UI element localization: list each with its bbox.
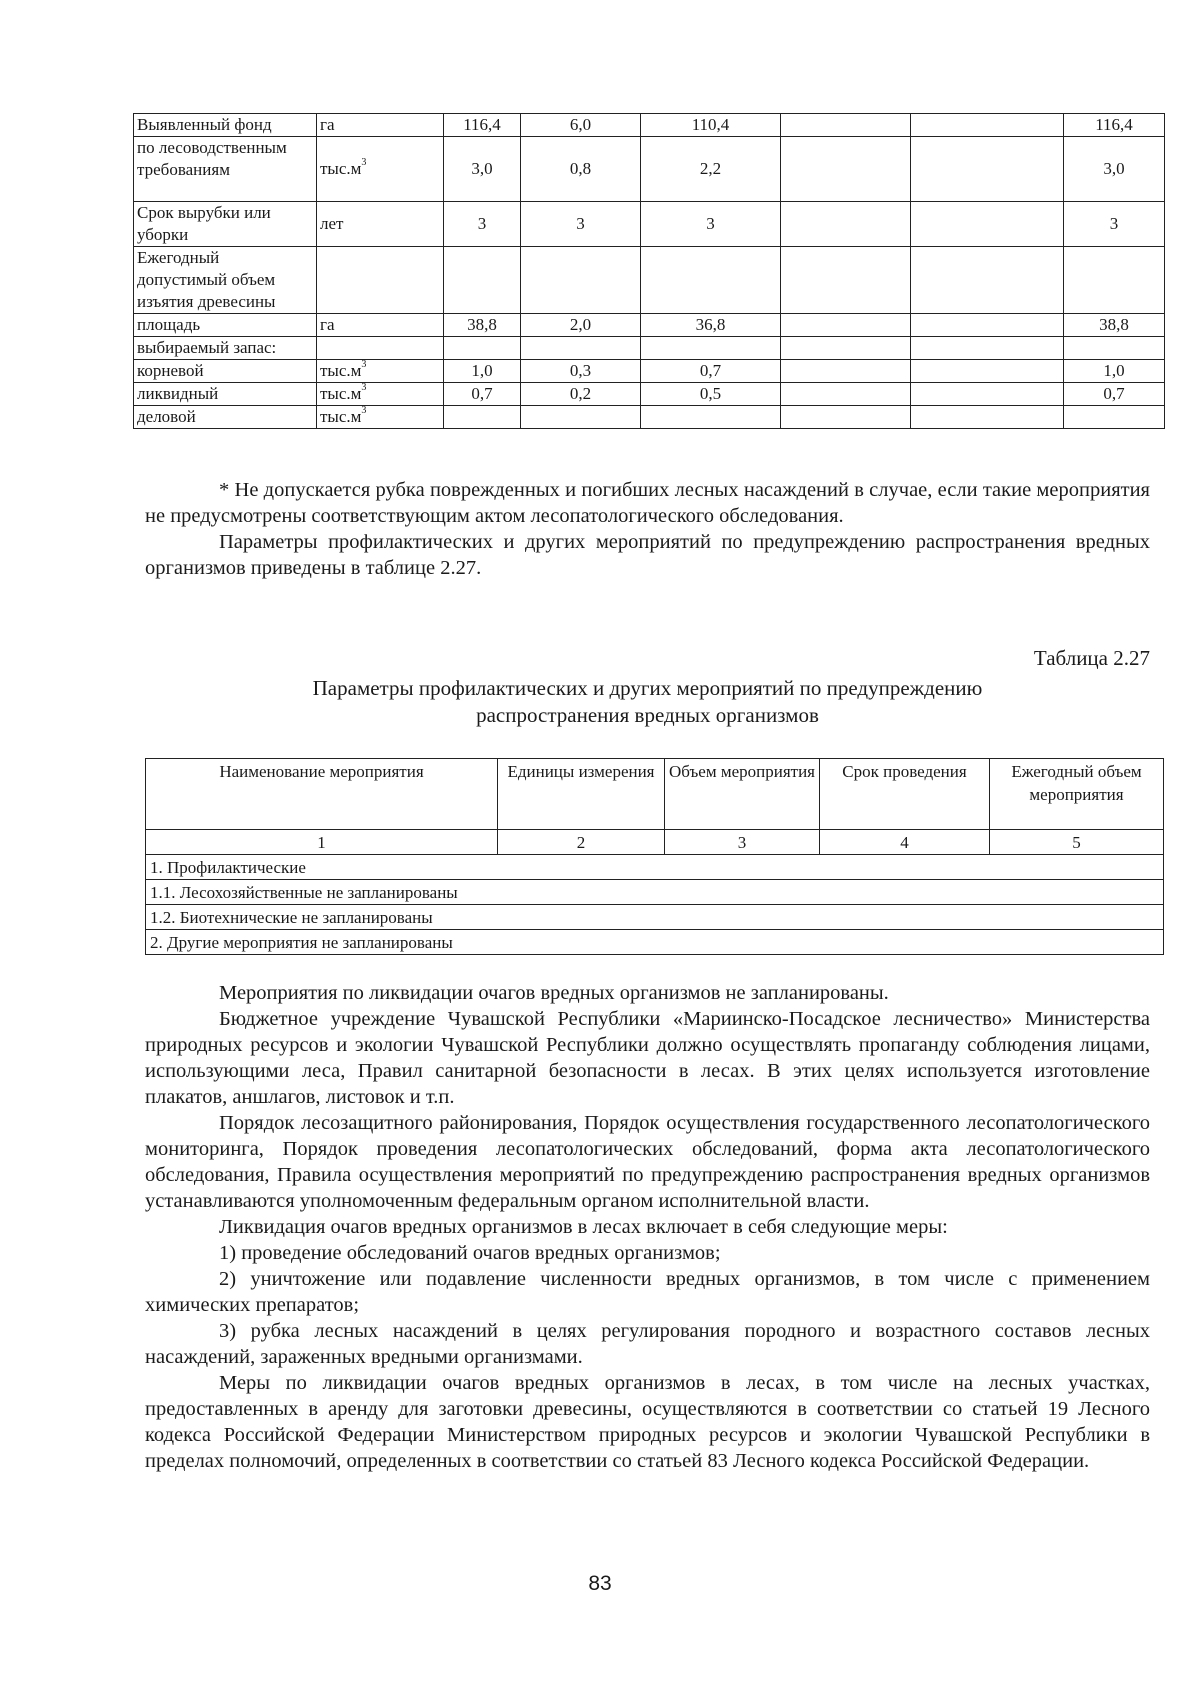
- unit-superscript: 3: [361, 157, 367, 169]
- unit-cell: [317, 247, 444, 314]
- text-block-1: [145, 477, 1150, 581]
- value-cell: [911, 247, 1064, 314]
- row-label: выбираемый запас:: [134, 337, 317, 360]
- value-cell: 1,0: [1064, 360, 1165, 383]
- value-cell: 0,3: [521, 360, 641, 383]
- value-cell: 0,7: [641, 360, 781, 383]
- paragraph: Бюджетное учреждение Чувашской Республики «Мариинско-Посадское лесничество» Министерства природных ресурсов и экологии Чувашской Республики должно осуществлять пропаганду соблюдения лицами, использующими леса, Правил санитарной безопасности в лесах. В этих целях используется изготовление плакатов, аншлагов, листовок и т.п.: [145, 1008, 1150, 1108]
- header-cell: Единицы измерения: [498, 759, 665, 830]
- unit-cell: [317, 360, 444, 383]
- row-label: Срок вырубки или уборки: [134, 202, 317, 247]
- value-cell: [1064, 406, 1165, 429]
- value-cell: [781, 383, 911, 406]
- value-cell: 0,2: [521, 383, 641, 406]
- value-cell: 3: [641, 202, 781, 247]
- forest-fund-table: [133, 113, 1165, 429]
- paragraph: Мероприятия по ликвидации очагов вредных организмов не запланированы.: [219, 982, 889, 1004]
- value-cell: [911, 406, 1064, 429]
- value-cell: [781, 202, 911, 247]
- paragraph: 2) уничтожение или подавление численности вредных организмов, в том числе с применением химических препаратов;: [145, 1268, 1150, 1316]
- table-row: [134, 114, 1165, 137]
- header-cell: Срок проведения: [820, 759, 990, 830]
- table-row: [134, 337, 1165, 360]
- row-label: 2. Другие мероприятия не запланированы: [146, 930, 1164, 955]
- unit-text: тыс.м: [320, 407, 362, 426]
- table-row: [146, 855, 1164, 880]
- paragraph: Ликвидация очагов вредных организмов в лесах включает в себя следующие меры:: [219, 1216, 948, 1238]
- value-cell: [641, 337, 781, 360]
- table-2-27: [145, 758, 1164, 955]
- value-cell: [781, 247, 911, 314]
- value-cell: 38,8: [1064, 314, 1165, 337]
- header-cell: Объем мероприятия: [665, 759, 820, 830]
- value-cell: [781, 360, 911, 383]
- value-cell: 3: [1064, 202, 1165, 247]
- value-cell: [911, 137, 1064, 202]
- value-cell: 3: [521, 202, 641, 247]
- unit-cell: [317, 114, 444, 137]
- column-number: 3: [665, 830, 820, 855]
- unit-cell: [317, 406, 444, 429]
- value-cell: [911, 337, 1064, 360]
- unit-text: тыс.м: [320, 384, 362, 403]
- value-cell: 2,2: [641, 137, 781, 202]
- unit-text: га: [320, 315, 335, 334]
- column-number: 2: [498, 830, 665, 855]
- value-cell: [911, 360, 1064, 383]
- row-label: Ежегодный допустимый объем изъятия древесины: [134, 247, 317, 314]
- value-cell: [781, 337, 911, 360]
- value-cell: [641, 247, 781, 314]
- unit-text: лет: [320, 214, 344, 233]
- value-cell: [911, 383, 1064, 406]
- value-cell: 36,8: [641, 314, 781, 337]
- column-number: 5: [990, 830, 1164, 855]
- value-cell: 110,4: [641, 114, 781, 137]
- table-title-line-1: Параметры профилактических и других мероприятий по предупреждению: [312, 676, 983, 700]
- unit-superscript: 3: [361, 359, 367, 371]
- paragraph: 1) проведение обследований очагов вредных организмов;: [219, 1242, 721, 1264]
- value-cell: [1064, 337, 1165, 360]
- value-cell: [911, 202, 1064, 247]
- value-cell: 6,0: [521, 114, 641, 137]
- value-cell: [781, 406, 911, 429]
- page-number: 83: [588, 1572, 612, 1595]
- row-label: площадь: [134, 314, 317, 337]
- table-row: [134, 247, 1165, 314]
- unit-text: тыс.м: [320, 159, 362, 178]
- paragraph: Меры по ликвидации очагов вредных организмов в лесах, в том числе на лесных участках, предоставленных в аренду для заготовки древесины, осуществляются в соответствии со статьей 19 Лесного кодекса Российской Федерации Министерством природных ресурсов и экологии Чувашской Республики в пределах полномочий, определенных в соответствии со статьей 83 Лесного кодекса Российской Федерации.: [145, 1372, 1150, 1472]
- value-cell: 38,8: [444, 314, 521, 337]
- value-cell: 3,0: [444, 137, 521, 202]
- column-number: 1: [146, 830, 498, 855]
- value-cell: [641, 406, 781, 429]
- table-row: [134, 314, 1165, 337]
- value-cell: 0,7: [444, 383, 521, 406]
- value-cell: 0,7: [1064, 383, 1165, 406]
- row-label: Выявленный фонд: [134, 114, 317, 137]
- table-title-line-2: распространения вредных организмов: [476, 703, 819, 727]
- table-row: [146, 905, 1164, 930]
- row-label: 1.2. Биотехнические не запланированы: [146, 905, 1164, 930]
- row-label: по лесоводственным требованиям: [134, 137, 317, 202]
- value-cell: [911, 314, 1064, 337]
- paragraph: Порядок лесозащитного районирования, Порядок осуществления государственного лесопатологического мониторинга, Порядок проведения лесопатологических обследований, форма акта лесопатологического обследования, Правила осуществления мероприятий по предупреждению распространения вредных организмов устанавливаются уполномоченным федеральным органом исполнительной власти.: [145, 1112, 1150, 1212]
- value-cell: [444, 247, 521, 314]
- row-label: 1. Профилактические: [146, 855, 1164, 880]
- value-cell: 2,0: [521, 314, 641, 337]
- paragraph: 3) рубка лесных насаждений в целях регулирования породного и возрастного составов лесных насаждений, зараженных вредными организмами.: [145, 1320, 1150, 1368]
- table-row: [134, 360, 1165, 383]
- value-cell: [521, 247, 641, 314]
- value-cell: 116,4: [1064, 114, 1165, 137]
- header-cell: Наименование мероприятия: [146, 759, 498, 830]
- value-cell: [781, 114, 911, 137]
- value-cell: [444, 406, 521, 429]
- row-label: ликвидный: [134, 383, 317, 406]
- header-row: [146, 759, 1164, 830]
- unit-cell: [317, 337, 444, 360]
- value-cell: 116,4: [444, 114, 521, 137]
- unit-cell: [317, 314, 444, 337]
- unit-cell: [317, 137, 444, 202]
- unit-superscript: 3: [361, 405, 367, 417]
- table-row: [134, 406, 1165, 429]
- unit-text: га: [320, 115, 335, 134]
- column-number-row: [146, 830, 1164, 855]
- value-cell: 3: [444, 202, 521, 247]
- value-cell: [1064, 247, 1165, 314]
- header-cell: Ежегодный объем мероприятия: [990, 759, 1164, 830]
- unit-superscript: 3: [361, 382, 367, 394]
- unit-cell: [317, 383, 444, 406]
- table-ref-paragraph: Параметры профилактических и других мероприятий по предупреждению распространения вредных организмов приведены в таблице 2.27.: [145, 531, 1150, 579]
- unit-text: тыс.м: [320, 361, 362, 380]
- table-row: [134, 202, 1165, 247]
- value-cell: 0,5: [641, 383, 781, 406]
- table-row: [146, 930, 1164, 955]
- value-cell: [781, 137, 911, 202]
- row-label: корневой: [134, 360, 317, 383]
- row-label: деловой: [134, 406, 317, 429]
- value-cell: [521, 406, 641, 429]
- value-cell: [911, 114, 1064, 137]
- body-text: [145, 980, 1150, 1474]
- unit-cell: [317, 202, 444, 247]
- table-label: Таблица 2.27: [1033, 646, 1150, 670]
- table-row: [146, 880, 1164, 905]
- value-cell: 0,8: [521, 137, 641, 202]
- table-row: [134, 383, 1165, 406]
- value-cell: 1,0: [444, 360, 521, 383]
- table-row: [134, 137, 1165, 202]
- row-label: 1.1. Лесохозяйственные не запланированы: [146, 880, 1164, 905]
- value-cell: [521, 337, 641, 360]
- value-cell: [444, 337, 521, 360]
- value-cell: 3,0: [1064, 137, 1165, 202]
- footnote-paragraph: * Не допускается рубка поврежденных и погибших лесных насаждений в случае, если такие мероприятия не предусмотрены соответствующим актом лесопатологического обследования.: [145, 479, 1150, 527]
- value-cell: [781, 314, 911, 337]
- table-title: [145, 675, 1150, 729]
- column-number: 4: [820, 830, 990, 855]
